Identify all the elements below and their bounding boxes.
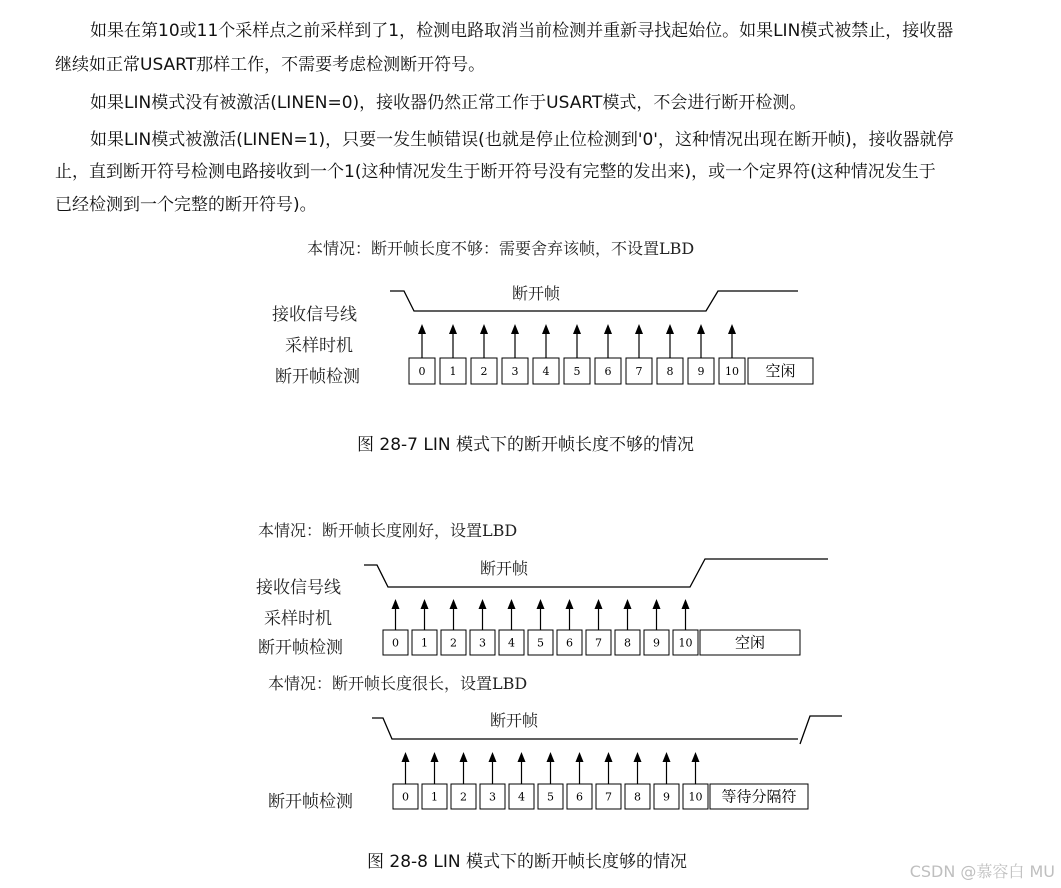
- detect-slot-number: 1: [431, 790, 438, 804]
- sample-arrow: [479, 599, 487, 630]
- sample-arrow: [518, 752, 526, 784]
- sample-arrow: [431, 752, 439, 784]
- fig2b-case-title: 本情况：断开帧长度很长，设置LBD: [268, 674, 528, 693]
- sample-arrow: [537, 599, 545, 630]
- fig1-row-detect-label: 断开帧检测: [275, 367, 360, 387]
- sample-arrow: [692, 752, 700, 784]
- detect-slot-number: 0: [392, 636, 399, 650]
- sample-arrow: [402, 752, 410, 784]
- fig2a-detect-slots: [383, 630, 800, 655]
- fig2b-frame-label: 断开帧: [490, 711, 539, 730]
- sample-arrow: [728, 324, 736, 358]
- fig1-sample-arrows: [418, 324, 736, 358]
- detect-slot-number: 6: [566, 636, 573, 650]
- detect-tail-label: 等待分隔符: [721, 787, 797, 806]
- sample-arrow: [547, 752, 555, 784]
- paragraph-line-4: 如果LIN模式被激活(LINEN=1)，只要一发生帧错误(也就是停止位检测到'0'，这种情况出现在断开帧)，接收器就停: [90, 130, 954, 150]
- detect-slot-number: 7: [635, 365, 643, 378]
- fig2a-row-rx-label: 接收信号线: [256, 578, 341, 598]
- detect-slot-number: 4: [508, 636, 515, 650]
- detect-slot-number: 9: [697, 365, 705, 378]
- sample-arrow: [480, 324, 488, 358]
- fig2b-rx-waveform-rise: [800, 716, 842, 744]
- detect-slot-number: 9: [653, 636, 660, 650]
- detect-slot-number: 8: [634, 790, 641, 804]
- sample-arrow: [449, 324, 457, 358]
- fig2a-row-detect-label: 断开帧检测: [258, 638, 343, 658]
- sample-arrow: [392, 599, 400, 630]
- sample-arrow: [666, 324, 674, 358]
- sample-arrow: [624, 599, 632, 630]
- sample-arrow: [450, 599, 458, 630]
- sample-arrow: [595, 599, 603, 630]
- fig2a-case-title: 本情况：断开帧长度刚好，设置LBD: [258, 521, 518, 540]
- sample-arrow: [508, 599, 516, 630]
- detect-slot-number: 1: [421, 636, 428, 650]
- fig2b-row-detect-label: 断开帧检测: [268, 792, 353, 812]
- fig1-detect-slots: [409, 358, 813, 384]
- fig2b-rx-waveform: [372, 718, 798, 739]
- paragraph-line-3: 如果LIN模式没有被激活(LINEN=0)，接收器仍然正常工作于USART模式，不会进行断开检测。: [90, 93, 807, 113]
- detect-slot-number: 6: [604, 365, 612, 378]
- detect-slot-number: 10: [678, 636, 693, 650]
- sample-arrow: [697, 324, 705, 358]
- sample-arrow: [421, 599, 429, 630]
- fig2b-detect-slots: [393, 784, 808, 809]
- detect-slot-number: 3: [489, 790, 496, 804]
- sample-arrow: [576, 752, 584, 784]
- paragraph-line-5: 止，直到断开符号检测电路接收到一个1(这种情况发生于断开符号没有完整的发出来)，或一个定界符(这种情况发生于: [55, 162, 936, 182]
- fig1-frame-label: 断开帧: [512, 284, 561, 303]
- detect-slot-number: 9: [663, 790, 670, 804]
- fig2-caption: 图 28-8 LIN 模式下的断开帧长度够的情况: [367, 852, 687, 872]
- paragraph-line-2: 继续如正常USART那样工作，不需要考虑检测断开符号。: [55, 55, 486, 75]
- fig2a-row-sample-label: 采样时机: [264, 609, 332, 629]
- detect-slot-number: 5: [537, 636, 544, 650]
- detect-slot-number: 3: [511, 365, 519, 378]
- detect-slot-number: 1: [449, 365, 457, 378]
- detect-slot-number: 8: [666, 365, 674, 378]
- sample-arrow: [573, 324, 581, 358]
- detect-slot-number: 7: [595, 636, 602, 650]
- detect-slot-number: 10: [725, 365, 739, 378]
- fig1-case-title: 本情况：断开帧长度不够：需要舍弃该帧，不设置LBD: [307, 239, 695, 258]
- detect-slot-number: 2: [460, 790, 467, 804]
- detect-slot-number: 6: [576, 790, 583, 804]
- sample-arrow: [663, 752, 671, 784]
- fig1-row-sample-label: 采样时机: [285, 336, 353, 356]
- sample-arrow: [566, 599, 574, 630]
- sample-arrow: [634, 752, 642, 784]
- detect-slot-number: 4: [542, 365, 550, 378]
- detect-tail-label: 空闲: [734, 633, 766, 652]
- sample-arrow: [635, 324, 643, 358]
- detect-tail-label: 空闲: [765, 362, 796, 380]
- fig1-row-rx-label: 接收信号线: [272, 305, 357, 325]
- sample-arrow: [418, 324, 426, 358]
- sample-arrow: [542, 324, 550, 358]
- detect-slot-number: 0: [418, 365, 426, 378]
- detect-slot-number: 5: [573, 365, 581, 378]
- fig2a-rx-waveform: [364, 559, 828, 587]
- detect-slot-number: 4: [518, 790, 525, 804]
- fig2a-sample-arrows: [392, 599, 690, 630]
- sample-arrow: [605, 752, 613, 784]
- sample-arrow: [682, 599, 690, 630]
- detect-slot-number: 5: [547, 790, 554, 804]
- paragraph-line-1: 如果在第10或11个采样点之前采样到了1，检测电路取消当前检测并重新寻找起始位。如果LIN模式被禁止，接收器: [90, 21, 954, 41]
- detect-slot-number: 2: [480, 365, 488, 378]
- sample-arrow: [511, 324, 519, 358]
- watermark: CSDN @慕容白 MU: [909, 862, 1055, 881]
- fig1-rx-waveform: [390, 291, 798, 311]
- sample-arrow: [604, 324, 612, 358]
- detect-slot-number: 10: [688, 790, 703, 804]
- paragraph-line-6: 已经检测到一个完整的断开符号)。: [55, 195, 317, 215]
- sample-arrow: [489, 752, 497, 784]
- fig2a-frame-label: 断开帧: [480, 559, 529, 578]
- detect-slot-number: 0: [402, 790, 409, 804]
- sample-arrow: [460, 752, 468, 784]
- detect-slot-number: 7: [605, 790, 612, 804]
- sample-arrow: [653, 599, 661, 630]
- fig1-caption: 图 28-7 LIN 模式下的断开帧长度不够的情况: [357, 435, 694, 455]
- detect-slot-number: 3: [479, 636, 486, 650]
- fig2b-sample-arrows: [402, 752, 700, 784]
- detect-slot-number: 8: [624, 636, 631, 650]
- detect-slot-number: 2: [450, 636, 457, 650]
